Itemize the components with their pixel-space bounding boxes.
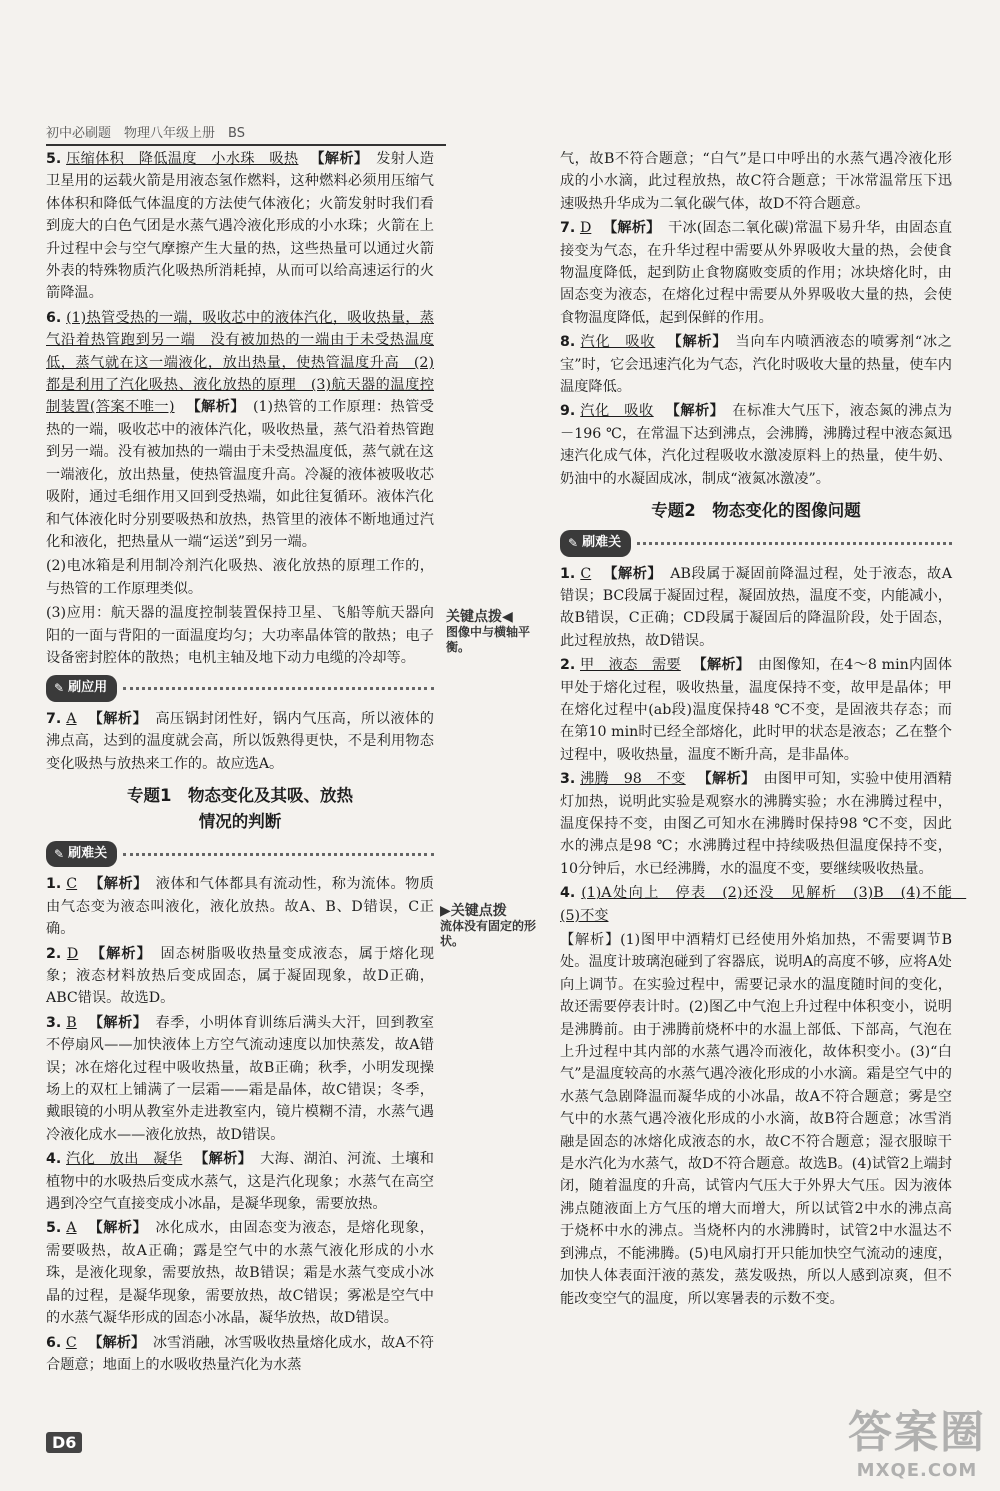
section-1-title: [46, 783, 434, 835]
item-answer: 沸腾 98 不变: [580, 771, 686, 788]
item-number: 4.: [46, 1151, 62, 1168]
right-item-9: [560, 400, 952, 490]
item-number: 3.: [46, 1014, 62, 1031]
analysis-tag: 【解析】: [194, 1151, 253, 1168]
item-analysis: 由图甲可知，实验中使用酒精灯加热，说明此实验是观察水的沸腾实验；水在沸腾过程中，温度保持不变，由图乙可知水在沸腾时保持98 ℃不变，因此水的沸点是98 ℃；水沸腾过程中持续吸热但温度保持不变，10分钟后，水已经沸腾，水的温度不变，要继续吸收热量。: [560, 771, 952, 877]
badge-label: 刷应用: [68, 680, 108, 696]
item-analysis: 干冰(固态二氧化碳)常温下易升华，由固态直接变为气态，在升华过程中需要从外界吸收大量的热，会使食物温度降低，起到防止食物腐败变质的作用；冰块熔化时，由固态变为液态，在熔化过程中需要从外界吸收大量的热，会使食物温度降低，起到保鲜的作用。: [560, 220, 953, 326]
item-analysis: 冰雪消融，冰雪吸收热量熔化成水，故A不符合题意；地面上的水吸收热量汽化为水蒸: [46, 1334, 434, 1373]
analysis-tag: 【解析】: [88, 1334, 146, 1351]
item-number: 1.: [46, 876, 62, 893]
analysis-tag: 【解析】: [665, 403, 725, 420]
analysis-tag: 【解析】: [692, 657, 751, 674]
item-answer: C: [66, 876, 78, 893]
apply-badge: [46, 675, 117, 701]
item-answer: 甲 液态 需要: [580, 657, 681, 674]
key-tip-body: 流体没有固定的形状。: [440, 919, 537, 948]
badge-label: 刷难关: [68, 845, 108, 861]
item-analysis: AB段属于凝固前降温过程，处于液态，故A错误；BC段属于凝固过程，凝固放热，温度不变，内能减小，故B错误，C正确；CD段属于凝固后的降温阶段，处于固态，此过程放热，故D错误。: [560, 565, 953, 649]
badge-label: 刷难关: [582, 535, 622, 551]
right-s2-item-2: [560, 654, 952, 766]
key-tip-note-2: [440, 904, 550, 949]
watermark-text: 答案圈: [848, 1407, 986, 1458]
left-item-7: [46, 708, 434, 775]
analysis-tag: 【解析】: [310, 151, 369, 167]
item-analysis: 春季，小明体育训练后满头大汗，回到教室不停扇风——加快液体上方空气流动速度以加快蒸发，故A错误；冰在熔化过程中吸收热量，故B正确；秋季，小明发现操场上的双杠上铺满了一层霜——霜是晶体，故C错误；冬季，戴眼镜的小明从教室外走进教室内，镜片模糊不清，水蒸气遇冷液化成水——液化放热，故D错误。: [46, 1014, 434, 1143]
hard-badge: [560, 530, 631, 556]
item-number: 5.: [46, 151, 62, 167]
item-analysis: 高压锅封闭性好，锅内气压高，所以液体的沸点高，达到的温度就会高，所以饭熟得更快，不是利用物态变化吸热与放热来工作的。故应选A。: [46, 710, 434, 772]
item-answer: A: [66, 1220, 77, 1237]
item-answer: D: [66, 945, 79, 962]
brush-icon: ✎: [54, 681, 65, 696]
key-tip-heading: ▶关键点拨: [440, 903, 507, 919]
analysis-tag: 【解析】: [88, 1220, 148, 1237]
item-analysis: 由图像知，在4～8 min内固体甲处于熔化过程，吸收热量，温度保持不变，故甲是晶体；甲在熔化过程中(ab段)温度保持48 ℃不变，是固液共存态；而在第10 min时已经全部熔化，此时甲的状态是液态；乙在整个过程中，吸收热量，温度不断升高，是非晶体。: [560, 657, 953, 763]
item-number: 5.: [46, 1220, 62, 1237]
item-6-para-2: (2)电冰箱是利用制冷剂汽化吸热、液化放热的原理工作的，与热管的工作原理类似。: [46, 558, 434, 597]
item-answer: D: [579, 220, 592, 237]
item-answer: B: [66, 1014, 77, 1031]
key-tip-body: 图像中与横轴平衡。: [446, 625, 531, 654]
left-item-5: [46, 148, 434, 305]
item-answer: 压缩体积 降低温度 小水珠 吸热: [66, 151, 299, 167]
item-number: 6.: [46, 309, 62, 326]
dotted-divider: [123, 853, 434, 856]
item-analysis: 大海、湖泊、河流、土壤和植物中的水吸热后变成水蒸气，这是汽化现象；水蒸气在高空遇到冷空气直接变成小冰晶，是凝华现象，需要放热。: [46, 1151, 434, 1213]
item-number: 3.: [560, 771, 576, 788]
item-answer: (1)A处向上 停表 (2)还没 见解析 (3)B (4)不能 (5)不变: [560, 885, 967, 924]
analysis-tag: 【解析】: [89, 876, 148, 893]
hard-badge: [46, 841, 117, 867]
item-number: 2.: [46, 945, 62, 962]
analysis-tag: 【解析】: [88, 710, 148, 727]
page-number: D6: [46, 1432, 82, 1453]
apply-badge-row: [46, 675, 434, 701]
item-analysis: 冰化成水，由固态变为液态，是熔化现象，需要吸热，故A正确；露是空气中的水蒸气液化形成的小水珠，是液化现象，需要放热，故B错误；霜是水蒸气变成小冰晶的过程，是凝华现象，需要放热，故C错误；雾凇是空气中的水蒸气凝华形成的固态小冰晶，凝华放热，故D错误。: [46, 1220, 434, 1327]
analysis-tag: 【解析】: [667, 334, 728, 351]
item-answer: A: [66, 710, 77, 727]
item-answer: C: [580, 565, 592, 582]
item-analysis: 在标准大气压下，液态氮的沸点为－196 ℃，在常温下达到沸点，会沸腾，沸腾过程中液态氮迅速汽化成气体，汽化过程吸收水激凌原料上的热量，使牛奶、奶油中的水凝固成冰，制成“液氮冰激凌”。: [560, 403, 952, 487]
right-s2-item-4: [560, 882, 967, 927]
item-number: 1.: [560, 565, 576, 582]
item-answer: 汽化 吸收: [580, 403, 654, 420]
item-answer: 汽化 吸收: [580, 334, 656, 351]
item-analysis: 当向车内喷洒液态的喷雾剂“冰之宝”时，它会迅速汽化为气态，汽化时吸收大量的热量，使车内温度降低。: [560, 334, 952, 396]
item-6-para-3: (3)应用：航天器的温度控制装置保持卫星、飞船等航天器向阳的一面与背阳的一面温度均匀；大功率晶体管的散热；电子设备密封腔体的散热；电机主轴及地下动力电缆的冷却等。: [46, 605, 434, 666]
item-4-analysis: 【解析】(1)图甲中酒精灯已经使用外焰加热，不需要调节B处。温度计玻璃泡碰到了容器底，说明A的高度不够，应将A处向上调节。在实验过程中，需要记录水的温度随时间的变化，故还需要停表计时。(2)图乙中气泡上升过程中体积变小，说明是沸腾前。由于沸腾前烧杯中的水温上部低、下部高，气泡在上升过程中其内部的水蒸气遇冷而液化，故体积变小。(3)“白气”是温度较高的水蒸气遇冷液化形成的小水滴。霜是空气中的水蒸气急剧降温而凝华成的小冰晶，故A不符合题意；雾是空气中的水蒸气遇冷液化形成的小水滴，故B符合题意；冰雪消融是固态的冰熔化成液态的水，故C不符合题意；湿衣服晾干是水汽化为水蒸气，故D不符合题意。故选B。(4)试管2上端封闭，随着温度的升高，试管内气压大于外界大气压。因为液体沸点随液面上方气压的增大而增大，所以试管2中水的沸点高于烧杯中水的沸点。当烧杯内的水沸腾时，试管2中水温达不到沸点，不能沸腾。(5)电风扇打开只能加快空气流动的速度，加快人体表面汗液的蒸发，蒸发吸热，所以人感到凉爽，但不能改变空气的温度，所以寒暑表的示数不变。: [560, 932, 952, 1307]
dotted-divider: [637, 542, 952, 545]
item-number: 4.: [560, 885, 576, 902]
hard-badge-row-2: [560, 530, 952, 556]
left-s1-item-5: [46, 1217, 434, 1329]
analysis-tag: 【解析】: [90, 945, 152, 962]
analysis-tag: 【解析】: [603, 565, 663, 582]
item-number: 7.: [46, 710, 62, 727]
left-s1-item-4: [46, 1148, 434, 1215]
item-number: 7.: [560, 220, 576, 237]
analysis-tag: 【解析】: [186, 399, 246, 416]
analysis-tag: 【解析】: [603, 220, 661, 237]
left-s1-item-3: [46, 1012, 434, 1146]
section-title-line: 专题1 物态变化及其吸、放热: [127, 785, 353, 805]
item-number: 2.: [560, 657, 576, 674]
item-answer: (1)热管受热的一端，吸收芯中的液体汽化，吸收热量，蒸气沿着热管跑到另一端 没有被加热的一端由于未受热温度低，蒸气就在这一端液化，放出热量，使热管温度升高 (2)都是利用了汽化吸热、液化放热的原理 (3)航天器的温度控制装置(答案不唯一): [46, 309, 434, 416]
analysis-tag: 【解析】: [697, 771, 756, 788]
right-s2-item-3: [560, 768, 952, 880]
left-column: [46, 148, 434, 1378]
continued-text: 气，故B不符合题意；“白气”是口中呼出的水蒸气遇冷液化形成的小水滴，此过程放热，故C符合题意；干冰常温常压下迅速吸热升华成为二氧化碳气体，故D不符合题意。: [560, 151, 952, 212]
left-s1-item-6: [46, 1332, 434, 1377]
brush-icon: ✎: [568, 536, 579, 551]
watermark-logo: [848, 1396, 986, 1481]
item-answer: 汽化 放出 凝华: [66, 1151, 183, 1168]
section-title-line: 情况的判断: [198, 811, 282, 831]
item-number: 8.: [560, 334, 576, 351]
right-column: [560, 148, 967, 1312]
section-2-title: 专题2 物态变化的图像问题: [651, 501, 861, 521]
item-analysis: 液体和气体都具有流动性，称为流体。物质由气态变为液态叫液化，液化放热。故A、B、D错误，C正确。: [46, 876, 434, 938]
item-number: 6.: [46, 1334, 62, 1351]
left-item-6: [46, 307, 434, 553]
key-tip-heading: 关键点拨◀: [446, 609, 513, 625]
right-item-8: [560, 331, 952, 398]
analysis-tag: 【解析】: [88, 1014, 148, 1031]
right-s2-item-1: [560, 563, 952, 653]
watermark-url: MXQE.COM: [856, 1460, 978, 1481]
item-analysis: (1)热管的工作原理：热管受热的一端，吸收芯中的液体汽化，吸收热量，蒸气沿着热管跑到另一端。没有被加热的一端由于未受热温度低，蒸气就在这一端液化，放出热量，使热管温度升高。冷凝的液体被吸收芯吸附，通过毛细作用又回到受热端，如此往复循环。液体汽化和气体液化时分别要吸热和放热，热管里的液体不断地通过汽化和液化，把热量从一端“运送”到另一端。: [46, 399, 434, 550]
item-answer: C: [65, 1334, 77, 1351]
brush-icon: ✎: [54, 846, 65, 861]
left-s1-item-1: [46, 873, 434, 940]
right-item-7: [560, 217, 952, 329]
item-analysis: 发射人造卫星用的运载火箭是用液态氢作燃料，这种燃料必须用压缩气体体积和降低气体温度的方法使气体液化；火箭发射时我们看到庞大的白色气团是水蒸气遇冷液化形成的小水珠；火箭在上升过程中会与空气摩擦产生大量的热，这些热量可以通过火箭外表的特殊物质汽化吸热所消耗掉，从而可以给高速运行的火箭降温。: [46, 151, 434, 302]
running-header: 初中必刷题 物理八年级上册 BS: [46, 122, 446, 146]
hard-badge-row: [46, 841, 434, 867]
dotted-divider: [123, 687, 434, 690]
item-analysis: 固态树脂吸收热量变成液态，属于熔化现象；液态材料放热后变成固态，属于凝固现象，故D正确，ABC错误。故选D。: [46, 945, 435, 1007]
left-s1-item-2: [46, 943, 434, 1010]
item-number: 9.: [560, 403, 576, 420]
key-tip-note-1: [446, 610, 550, 655]
